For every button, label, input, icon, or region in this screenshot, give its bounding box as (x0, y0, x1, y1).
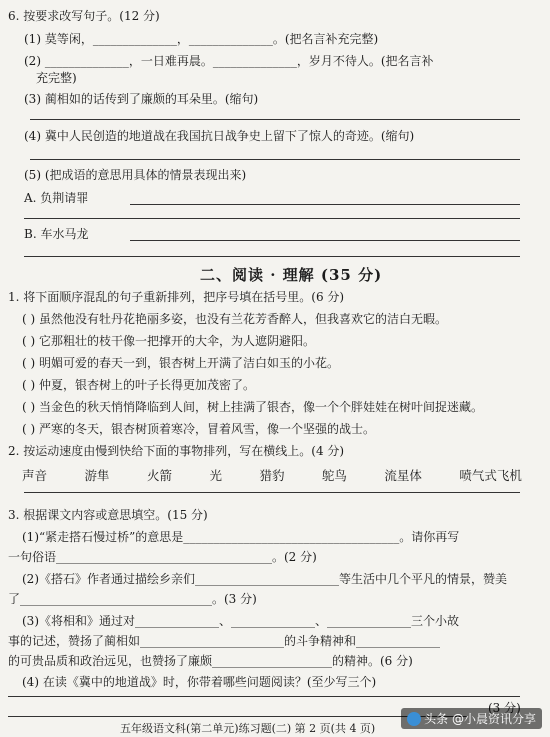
answer-line (24, 218, 520, 219)
section-title: 二、阅读 · 理解 (35 分) (200, 266, 383, 284)
q2-word: 游隼 (84, 468, 110, 483)
q3-part-3: (3)《将相和》通过对______________、______________、______________三个小故 (22, 614, 459, 628)
q2-word: 光 (209, 468, 222, 483)
q6-item-2: (2) ______________，一日难再晨。______________，岁月不待人。(把名言补 (24, 54, 434, 68)
q2-word: 火箭 (146, 468, 172, 483)
watermark-text: 头条 @小晨资讯分享 (424, 712, 536, 726)
q6-item-5: (5) (把成语的意思用具体的情景表现出来) (24, 168, 247, 182)
q6-item-4: (4) 冀中人民创造的地道战在我国抗日战争史上留下了惊人的奇迹。(缩句) (24, 129, 415, 143)
q1-sentence-6: ( ) 严寒的冬天，银杏树顶着寒冷，冒着风雪，像一个坚强的战士。 (22, 422, 375, 436)
q2-word-list (22, 466, 522, 484)
answer-line (30, 159, 520, 160)
q6-item-b: B. 车水马龙 (24, 227, 89, 241)
answer-line (24, 492, 520, 493)
answer-line (130, 204, 520, 205)
q3-part-2-cont: 了________________________________。(3 分) (8, 592, 257, 606)
q6-item-3: (3) 蔺相如的话传到了廉颇的耳朵里。(缩句) (24, 92, 259, 106)
q2-title: 2. 按运动速度由慢到快给下面的事物排列，写在横线上。(4 分) (8, 444, 345, 458)
q1-sentence-1: ( ) 虽然他没有牡丹花艳丽多姿，也没有兰花芳香醉人，但我喜欢它的洁白无暇。 (22, 312, 447, 326)
q2-word: 猎豹 (259, 468, 285, 483)
answer-line (130, 240, 520, 241)
q6-item-1: (1) 莫等闲，______________，______________。(把名言补充完整) (24, 32, 379, 46)
q3-part-2: (2)《搭石》作者通过描绘乡亲们________________________等生活中几个平凡的情景，赞美 (22, 572, 508, 586)
q1-sentence-5: ( ) 当金色的秋天悄悄降临到人间，树上挂满了银杏，像一个个胖娃娃在树叶间捉迷藏。 (22, 400, 483, 414)
q6-title: 6. 按要求改写句子。(12 分) (8, 9, 160, 23)
answer-line (30, 119, 520, 120)
answer-line (24, 256, 520, 257)
page-footer: 五年级语文科(第二单元)练习题(二) 第 2 页(共 4 页) (120, 722, 376, 735)
q2-word: 喷气式飞机 (459, 468, 522, 483)
watermark (401, 708, 542, 729)
q1-sentence-4: ( ) 仲夏，银杏树上的叶子长得更加茂密了。 (22, 378, 255, 392)
q6-item-2-cont: 充完整) (36, 71, 77, 85)
q6-item-a: A. 负荆请罪 (24, 191, 89, 205)
q2-word: 流星体 (384, 468, 422, 483)
q2-word: 声音 (22, 468, 48, 483)
q1-sentence-2: ( ) 它那粗壮的枝干像一把撑开的大伞，为人遮阴避阳。 (22, 334, 315, 348)
q3-part-1: (1)“紧走搭石慢过桥”的意思是____________________________________。请你再写 (22, 530, 460, 544)
q3-part-3-cont: 事的记述，赞扬了蔺相如________________________的斗争精神和______________ (8, 634, 441, 648)
q3-part-3-cont2: 的可贵品质和政治远见，也赞扬了廉颇____________________的精神。(6 分) (8, 654, 413, 668)
q3-part-1-cont: 一句俗语____________________________________。(2 分) (8, 550, 317, 564)
answer-line (8, 696, 520, 697)
q2-word: 鸵鸟 (321, 468, 347, 483)
answer-line (8, 716, 468, 717)
q3-title: 3. 根据课文内容或意思填空。(15 分) (8, 508, 208, 522)
watermark-logo-icon (407, 712, 421, 726)
q3-part-4: (4) 在读《冀中的地道战》时，你带着哪些问题阅读？(至少写三个) (22, 675, 377, 689)
q1-title: 1. 将下面顺序混乱的句子重新排列，把序号填在括号里。(6 分) (8, 290, 345, 304)
q1-sentence-3: ( ) 明媚可爱的春天一到，银杏树上开满了洁白如玉的小花。 (22, 356, 339, 370)
